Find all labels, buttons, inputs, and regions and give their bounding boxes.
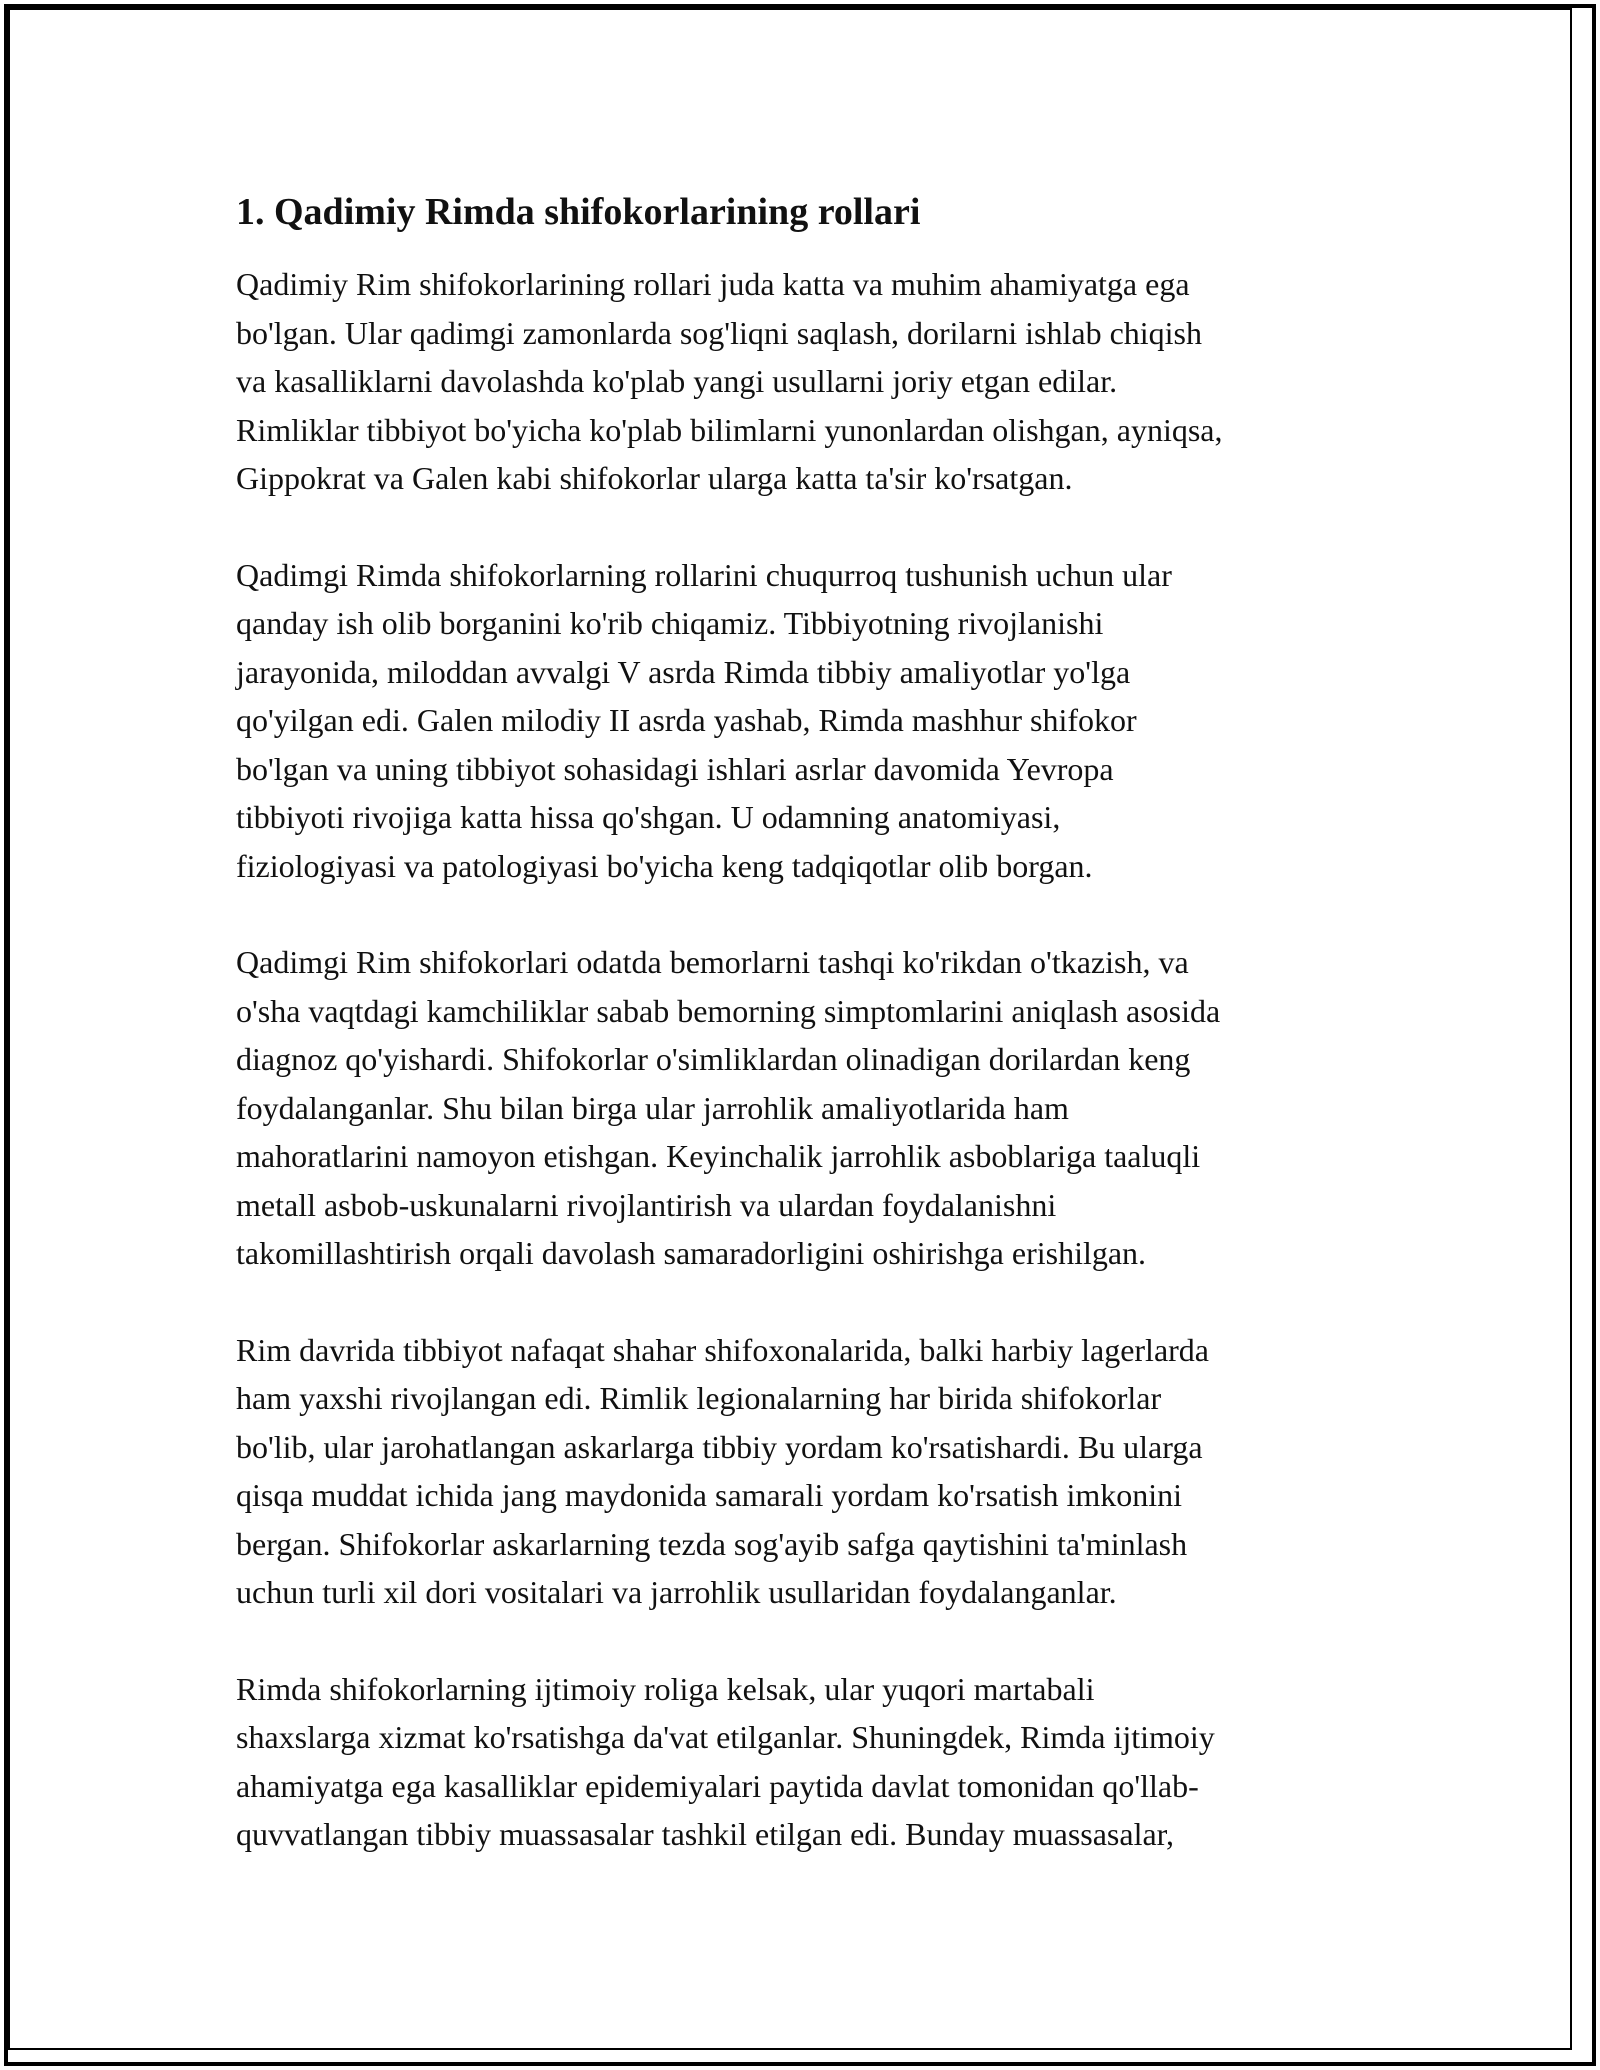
text-line: tibbiyoti rivojiga katta hissa qo'shgan. U odamning anatomiyasi, <box>236 799 1061 835</box>
text-line: Gippokrat va Galen kabi shifokorlar ularga katta ta'sir ko'rsatgan. <box>236 460 1073 496</box>
text-line: bo'lib, ular jarohatlangan askarlarga tibbiy yordam ko'rsatishardi. Bu ularga <box>236 1428 1203 1465</box>
text-line: uchun turli xil dori vositalari va jarrohlik usullaridan foydalanganlar. <box>236 1574 1117 1610</box>
paragraph-5 <box>236 1665 1386 1859</box>
text-line: diagnoz qo'yishardi. Shifokorlar o'simliklardan olinadigan dorilardan keng <box>236 1041 1191 1077</box>
text-line: foydalanganlar. Shu bilan birga ular jarrohlik amaliyotlarida ham <box>236 1089 1069 1126</box>
text-line: ahamiyatga ega kasalliklar epidemiyalari paytida davlat tomonidan qo'llab- <box>236 1767 1199 1804</box>
paragraph-3 <box>236 938 1386 1278</box>
text-line: bo'lgan va uning tibbiyot sohasidagi ishlari asrlar davomida Yevropa <box>236 750 1114 787</box>
text-line: qo'yilgan edi. Galen milodiy II asrda yashab, Rimda mashhur shifokor <box>236 702 1137 738</box>
text-line: va kasalliklarni davolashda ko'plab yangi usullarni joriy etgan edilar. <box>236 363 1118 399</box>
text-line: metall asbob-uskunalarni rivojlantirish va ulardan foydalanishni <box>236 1186 1057 1223</box>
text-line: fiziologiyasi va patologiyasi bo'yicha keng tadqiqotlar olib borgan. <box>236 847 1093 884</box>
section-heading: 1. Qadimiy Rimda shifokorlarining rollari <box>236 191 921 233</box>
text-line: bergan. Shifokorlar askarlarning tezda sog'ayib safga qaytishini ta'minlash <box>236 1525 1188 1562</box>
text-line: mahoratlarini namoyon etishgan. Keyinchalik jarrohlik asboblariga taaluqli <box>236 1138 1201 1174</box>
text-line: Qadimgi Rim shifokorlari odatda bemorlarni tashqi ko'rikdan o'tkazish, va <box>236 944 1189 980</box>
text-line: shaxslarga xizmat ko'rsatishga da'vat etilganlar. Shuningdek, Rimda ijtimoiy <box>236 1719 1215 1755</box>
text-line: ham yaxshi rivojlangan edi. Rimlik legionalarning har birida shifokorlar <box>236 1380 1162 1416</box>
text-line: Qadimgi Rimda shifokorlarning rollarini chuqurroq tushunish uchun ular <box>236 556 1172 593</box>
text-line: qisqa muddat ichida jang maydonida samarali yordam ko'rsatish imkonini <box>236 1477 1183 1513</box>
text-line: jarayonida, miloddan avvalgi V asrda Rimda tibbiy amaliyotlar yo'lga <box>236 653 1131 690</box>
text-line: Rimliklar tibbiyot bo'yicha ko'plab bilimlarni yunonlardan olishgan, ayniqsa, <box>236 411 1223 448</box>
paragraph-1 <box>236 260 1386 503</box>
text-line: Rimda shifokorlarning ijtimoiy roliga kelsak, ular yuqori martabali <box>236 1670 1095 1707</box>
document-body <box>236 186 1386 1907</box>
text-line: Qadimiy Rim shifokorlarining rollari juda katta va muhim ahamiyatga ega <box>236 266 1190 302</box>
text-line: Rim davrida tibbiyot nafaqat shahar shifoxonalarida, balki harbiy lagerlarda <box>236 1331 1209 1368</box>
paragraph-2 <box>236 551 1386 891</box>
paragraph-4 <box>236 1326 1386 1617</box>
text-line: qanday ish olib borganini ko'rib chiqamiz. Tibbiyotning rivojlanishi <box>236 605 1104 641</box>
text-line: o'sha vaqtdagi kamchiliklar sabab bemorning simptomlarini aniqlash asosida <box>236 992 1221 1029</box>
text-line: bo'lgan. Ular qadimgi zamonlarda sog'liqni saqlash, dorilarni ishlab chiqish <box>236 314 1202 351</box>
text-line: quvvatlangan tibbiy muassasalar tashkil etilgan edi. Bunday muassasalar, <box>236 1816 1175 1852</box>
text-line: takomillashtirish orqali davolash samaradorligini oshirishga erishilgan. <box>236 1235 1147 1271</box>
